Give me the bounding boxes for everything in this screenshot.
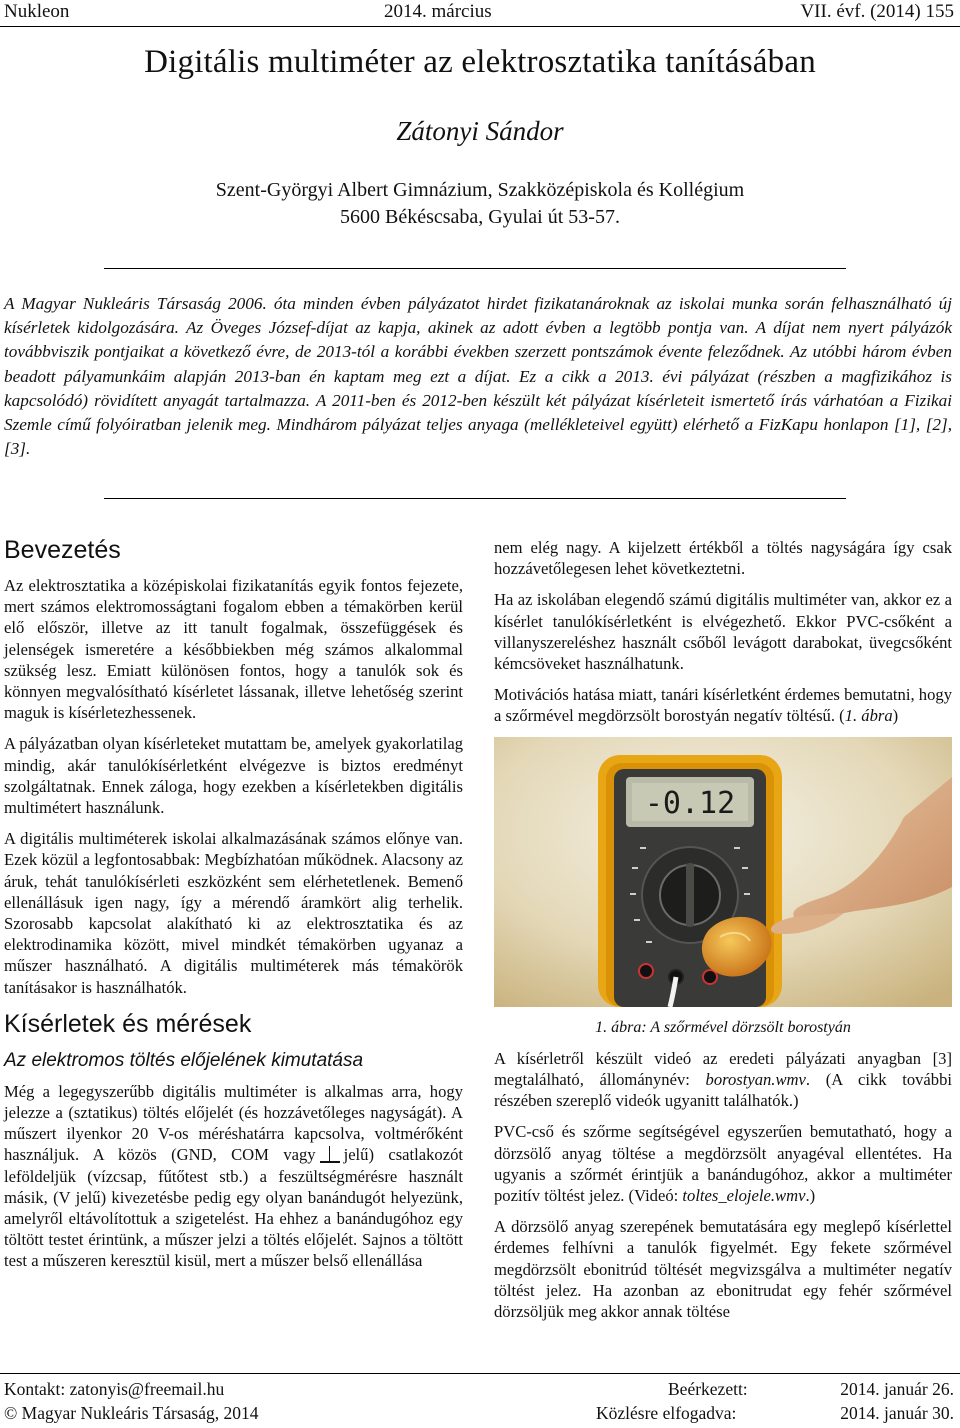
volume-page: VII. évf. (2014) 155 <box>800 1 954 22</box>
paragraph: A pályázatban olyan kísérleteket mutattam be, amelyek gyakorlatilag mindig, akár tanulókísérletként elvégezve is biztos eredményt szolgáltatnak. Ennek záloga, hogy ezekben a kísérletekben digitális multimétert használunk. <box>4 734 463 818</box>
subsection-heading: Az elektromos töltés előjelének kimutatása <box>4 1049 364 1071</box>
received-label: Beérkezett: <box>668 1379 748 1399</box>
affiliation-line-2: 5600 Békéscsaba, Gyulai út 53-57. <box>340 206 620 228</box>
top-divider <box>104 268 846 269</box>
section-heading-experiments: Kísérletek és mérések <box>4 1009 252 1038</box>
figure-reference: 1. ábra <box>844 706 893 726</box>
display-reading: -0.12 <box>644 785 736 821</box>
figure-caption: 1. ábra: A szőrmével dörzsölt borostyán <box>595 1018 851 1036</box>
abstract-divider <box>104 498 846 499</box>
paragraph: Az elektrosztatika a középiskolai fizikatanítás egyik fontos fejezete, mert számos elektromosságtani fogalom ebben a témakörben kerül elő először, illetve az itt tanult fogalmak, összefüggések és jelenségek ismeretére a későbbiekben még számos alkalommal szükség lesz. Emiatt különösen fontos, hogy a tanulók sok és könnyen megvalósítható kísérletet lássanak, illetve lehetőség szerint maguk is kísérletezhessenek. <box>4 576 463 723</box>
contact-email: Kontakt: zatonyis@freemail.hu <box>4 1379 225 1399</box>
affiliation-line-1: Szent-Györgyi Albert Gimnázium, Szakközépiskola és Kollégium <box>215 179 745 201</box>
multimeter-illustration <box>494 737 952 1007</box>
section-heading-introduction: Bevezetés <box>4 536 121 564</box>
figure-1-photo <box>494 737 952 1007</box>
running-header <box>0 0 960 27</box>
received-date: 2014. január 26. <box>840 1379 954 1399</box>
copyright: © Magyar Nukleáris Társaság, 2014 <box>4 1403 259 1423</box>
accepted-label: Közlésre elfogadva: <box>596 1403 737 1423</box>
ground-symbol-icon <box>320 1146 340 1162</box>
paragraph: nem elég nagy. A kijelzett értékből a töltés nagyságára így csak hozzávetőlegesen lehet következtetni. <box>494 538 952 579</box>
paragraph: A digitális multiméterek iskolai alkalmazásának számos előnye van. Ezek közül a legfontosabbak: Megbízhatóan működnek. Alacsony az áruk, tehát tanulókísérleti eszközként sem elérhetetlenek. Bemenő ellenállásuk igen nagy, így a mérendő áramkört alig terhelik. Szorosabb kapcsolat alakítható ki az elektrosztatika és az elektrodinamika között, mivel mindkét témakörben ugyanaz a műszer használható. A digitális multiméterek más témakörök tanításakor is használhatók. <box>4 829 463 997</box>
paragraph: A kísérletről készült videó az eredeti pályázati anyagban [3] megtalálható, állománynév: borostyan.wmv. (A cikk további részében szereplő videók ugyanitt találhatók.) <box>494 1048 952 1111</box>
accepted-date: 2014. január 30. <box>840 1403 954 1423</box>
paragraph: PVC-cső és szőrme segítségével egyszerűen bemutatható, hogy a dörzsölő anyag töltése a megdörzsölt anyagéval ellentétes. Ha ugyanis a szőrmét érintjük a banándugóhoz, akkor a multiméter pozitív töltést jelez. (Videó: toltes_elojele.wmv.) <box>494 1122 952 1206</box>
left-column <box>4 534 463 1272</box>
paragraph: A dörzsölő anyag szerepének bemutatására egy meglepő kísérlettel érdemes felhívni a tanulók figyelmét. Egy fekete szőrmével megdörzsölt ebonitrúd töltését megvizsgálva a multiméter negatív töltést jelez. Ha azonban az ebonitrudat egy fehér szőrmével dörzsöljük meg akkor annak töltése <box>494 1217 952 1322</box>
paragraph: Ha az iskolában elegendő számú digitális multiméter van, akkor ez a kísérlet tanulókísérletként is elvégezhető. Ekkor PVC-csőként a villanyszereléshez használt csőből levágott darabokat, üvegcsőként kémcsöveket használhatunk. <box>494 590 952 674</box>
abstract: A Magyar Nukleáris Társaság 2006. óta minden évben pályázatot hirdet fizikatanároknak az iskolai munka során felhasználható új kísérletek kidolgozására. Az Öveges József-díjat az kapja, akinek az adott évben a legtöbb pontja van. A díjat nem nyert pályázók továbbviszik pontjaikat a következő évre, de 2013-tól a korábbi években szerzett pontszámok évente feleződnek. Az utóbbi három évben beadott pályamunkáim alapján 2013-ban én kaptam meg ezt a díjat. Ez a cikk a 2013. évi pályázat (részben a magfizikához is kapcsolódó) rövidített anyagát tartalmazza. A 2011-ben és 2012-ben készült két pályázat kísérleteit ismertető írás várhatóan a Fizikai Szemle című folyóiratban jelenik meg. Mindhárom pályázat teljes anyaga (mellékleteivel együtt) elérhető a FizKapu honlapon [1], [2], [3]. <box>4 294 952 459</box>
paragraph: Még a legegyszerűbb digitális multiméter is alkalmas arra, hogy jelezze a (sztatikus) töltés előjelét (és hozzávetőleges nagyságát). A műszert ilyenkor 20 V-os méréshatárra kapcsolva, voltmérőként használjuk. A közös (GND, COM vagy jelű) csatlakozót leföldeljük (vízcsap, fűtőtest stb.) a feszültségmérésre használt másik, (V jelű) kivezetésbe pedig egy olyan banándugót helyezünk, amelyről eltávolítottuk a szigetelést. Ha ehhez a banándugóhoz egy töltött testet érintünk, a műszer jelzi a töltés előjelét. Sajnos a töltött test a műszeren keresztül kisül, mert a műszer belső ellenállása <box>4 1081 464 1271</box>
journal-name: Nukleon <box>4 1 70 22</box>
article-title: Digitális multiméter az elektrosztatika tanításában <box>144 44 816 80</box>
issue-date: 2014. március <box>384 1 492 22</box>
right-column <box>494 537 952 1322</box>
page-footer <box>0 1373 960 1428</box>
paragraph: Motivációs hatása miatt, tanári kísérletként érdemes bemutatni, hogy a szőrmével megdörzsölt borostyán negatív töltésű. (1. ábra) <box>494 685 952 726</box>
author-name: Zátonyi Sándor <box>396 116 564 146</box>
